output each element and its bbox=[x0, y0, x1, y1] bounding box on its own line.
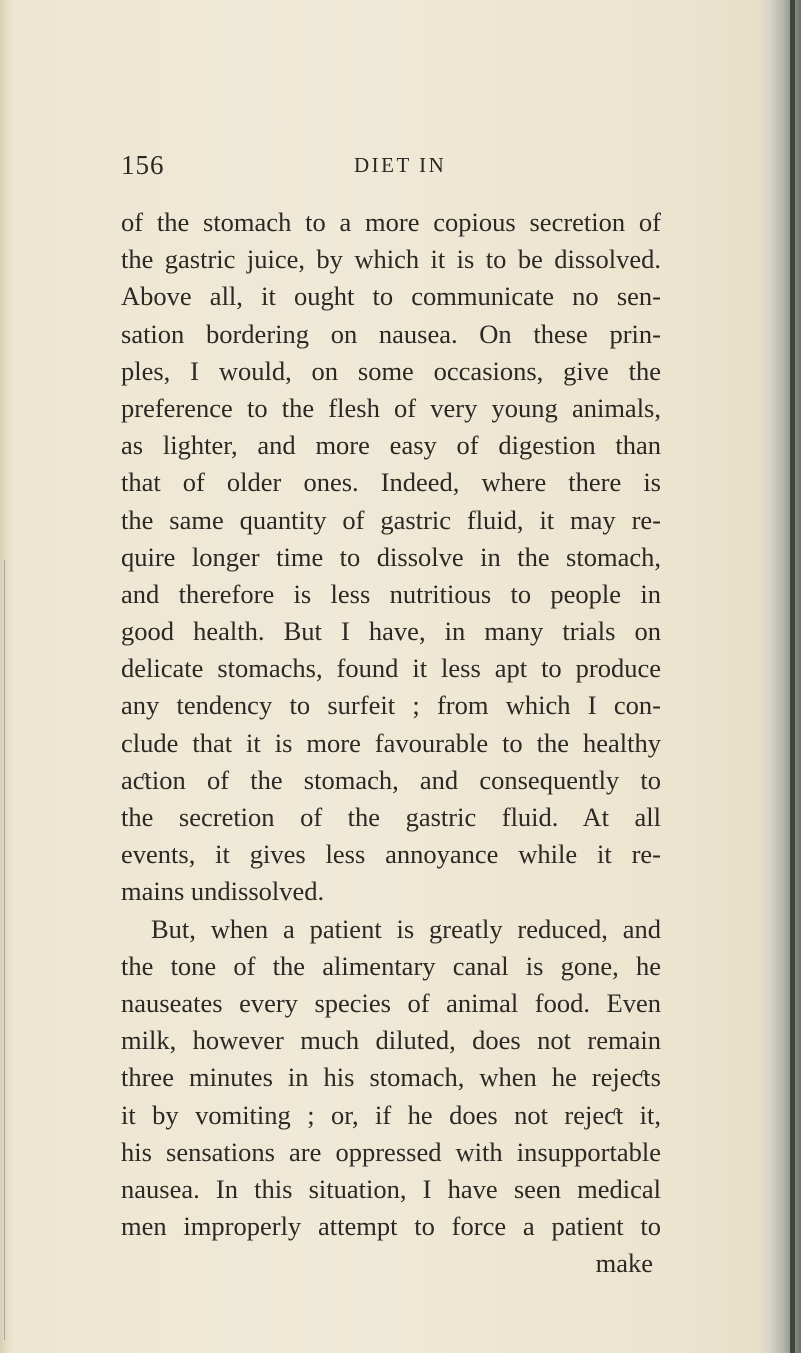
paragraph-start-line: But, when a patient is greatly reduced, and bbox=[151, 913, 661, 944]
text-line: milk, however much diluted, does not remain bbox=[121, 1025, 661, 1056]
text-line: men improperly attempt to force a patient to bbox=[121, 1211, 661, 1242]
text-line: events, it gives less annoyance while it re- bbox=[121, 839, 661, 870]
text-line: sation bordering on nausea. On these prin- bbox=[121, 318, 661, 349]
text-line: ples, I would, on some occasions, give the bbox=[121, 355, 661, 386]
text-line: quire longer time to dissolve in the stomach, bbox=[121, 541, 661, 572]
text-line: as lighter, and more easy of digestion than bbox=[121, 430, 661, 461]
text-line: the secretion of the gastric fluid. At all bbox=[121, 802, 661, 832]
page-header bbox=[121, 150, 681, 184]
text-line: good health. But I have, in many trials on bbox=[121, 616, 661, 647]
text-line: the tone of the alimentary canal is gone, he bbox=[121, 950, 661, 981]
text-line: Above all, it ought to communicate no sen- bbox=[121, 281, 661, 312]
text-line: preference to the flesh of very young animals, bbox=[121, 392, 661, 423]
text-line: his sensations are oppressed with insupportable bbox=[121, 1136, 661, 1167]
text-line: that of older ones. Indeed, where there is bbox=[121, 467, 661, 498]
text-line: nausea. In this situation, I have seen medical bbox=[121, 1173, 661, 1204]
catchword: make bbox=[595, 1248, 653, 1279]
text-line: three minutes in his stomach, when he rejeƈts bbox=[121, 1062, 661, 1093]
text-line: aƈtion of the stomach, and consequently to bbox=[121, 764, 661, 795]
text-line: clude that it is more favourable to the healthy bbox=[121, 727, 661, 758]
text-line: the same quantity of gastric fluid, it may re- bbox=[121, 504, 661, 535]
running-head: DIET IN bbox=[354, 153, 447, 177]
page-number: 156 bbox=[121, 150, 165, 180]
page-gutter-shadow bbox=[759, 0, 801, 1353]
page-binding-edge bbox=[0, 0, 14, 1353]
paragraph-end-line: mains undissolved. bbox=[121, 876, 325, 907]
text-line: the gastric juice, by which it is to be dissolved. bbox=[121, 244, 661, 275]
text-line: of the stomach to a more copious secretion of bbox=[121, 207, 661, 237]
text-line: delicate stomachs, found it less apt to produce bbox=[121, 653, 661, 684]
text-line: nauseates every species of animal food. Even bbox=[121, 987, 661, 1018]
text-line: any tendency to surfeit ; from which I con- bbox=[121, 690, 661, 721]
text-line: and therefore is less nutritious to people in bbox=[121, 578, 661, 609]
text-line: it by vomiting ; or, if he does not rejeƈt it, bbox=[121, 1099, 661, 1130]
body-text bbox=[121, 204, 661, 1282]
